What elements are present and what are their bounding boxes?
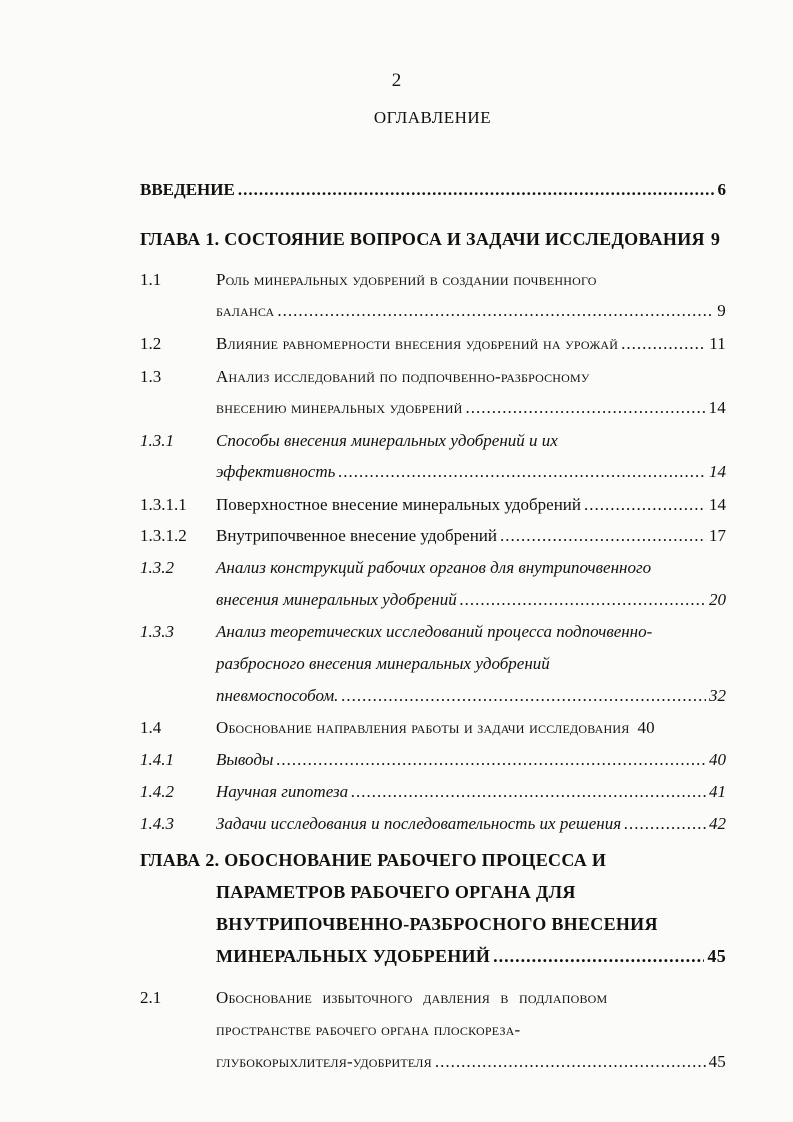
toc-entry-page: 6 <box>717 180 726 199</box>
toc-entry-title: Внутрипочвенное внесение удобрений <box>216 526 497 545</box>
toc-entry-title-cont: внесению минеральных удобрений <box>216 398 463 417</box>
toc-entry-1-3-2 <box>216 558 726 578</box>
leader-dots <box>276 750 706 770</box>
toc-entry-title: Анализ конструкций рабочих органов для внутрипочвенного <box>216 558 652 577</box>
leader-dots <box>238 180 715 200</box>
toc-entry-1-3-3 <box>216 622 726 642</box>
leader-dots <box>277 301 714 321</box>
toc-title: ОГЛАВЛЕНИЕ <box>373 108 492 127</box>
toc-entry-chapter-2 <box>140 850 726 871</box>
toc-entry-title: Научная гипотеза <box>216 782 349 801</box>
toc-entry-2-1-cont <box>216 1020 726 1040</box>
toc-entry-1-3-1 <box>216 431 726 451</box>
toc-entry-title: ГЛАВА 1. СОСТОЯНИЕ ВОПРОСА И ЗАДАЧИ ИССЛЕДОВАНИЯ <box>140 229 705 249</box>
toc-entry-page: 40 <box>709 750 726 769</box>
toc-entry-1-1 <box>216 270 726 290</box>
toc-entry-title-cont: ПАРАМЕТРОВ РАБОЧЕГО ОРГАНА ДЛЯ <box>216 882 576 902</box>
toc-section-number: 1.1 <box>140 270 162 289</box>
toc-section-number: 1.3 <box>140 367 162 386</box>
toc-entry-1-3-cont <box>216 398 726 418</box>
toc-entry-2-1 <box>216 988 726 1008</box>
toc-entry-page: 20 <box>709 590 726 609</box>
toc-entry-title: Задачи исследования и последовательность их решения <box>216 814 622 833</box>
leader-dots <box>466 398 706 418</box>
toc-entry-title-cont: пневмоспособом. <box>216 686 339 705</box>
toc-entry-title: Влияние равномерности внесения удобрений на урожай <box>216 334 619 353</box>
toc-entry-title-cont: разбросного внесения минеральных удобрений <box>216 654 550 673</box>
toc-entry-page: 14 <box>709 495 726 514</box>
toc-section-number: 1.4.3 <box>140 814 174 833</box>
toc-entry-title-cont: пространстве рабочего органа плоскореза- <box>216 1020 521 1039</box>
toc-entry-page: 9 <box>717 301 726 320</box>
leader-dots <box>460 590 706 610</box>
toc-entry-chapter-2-cont3 <box>216 946 726 967</box>
toc-entry-chapter-2-cont2 <box>216 914 726 935</box>
toc-entry-1-3-3-cont <box>216 654 726 674</box>
toc-entry-chapter-2-cont <box>216 882 726 903</box>
leader-dots <box>584 495 706 515</box>
toc-entry-1-1-cont <box>216 301 726 321</box>
toc-entry-page: 9 <box>710 229 721 249</box>
toc-entry-title: Роль минеральных удобрений в создании почвенного <box>216 270 597 289</box>
toc-entry-page: 14 <box>708 398 726 417</box>
leader-dots <box>341 686 706 706</box>
leader-dots <box>621 334 706 354</box>
toc-section-number: 1.3.3 <box>140 622 174 641</box>
toc-entry-page: 14 <box>709 462 726 481</box>
toc-section-number: 1.4.1 <box>140 750 174 769</box>
toc-section-number: 1.3.1.1 <box>140 495 187 514</box>
toc-entry-title: Обоснование избыточного давления в подлаповом <box>216 988 608 1007</box>
leader-dots <box>435 1052 706 1072</box>
toc-entry-page: 42 <box>709 814 726 833</box>
toc-entry-1-4-1 <box>216 750 726 770</box>
toc-entry-1-2 <box>216 334 726 354</box>
toc-entry-title: Способы внесения минеральных удобрений и их <box>216 431 558 450</box>
toc-section-number: 1.4 <box>140 718 162 737</box>
toc-section-number: 1.3.2 <box>140 558 174 577</box>
toc-entry-2-1-cont2 <box>216 1052 726 1072</box>
toc-entry-1-3-1-cont <box>216 462 726 482</box>
toc-section-number: 2.1 <box>140 988 162 1007</box>
toc-entry-title: Поверхностное внесение минеральных удобрений <box>216 495 581 514</box>
toc-entry-page: 45 <box>707 946 726 966</box>
toc-entry-1-3-1-1 <box>216 495 726 515</box>
toc-entry-page: 11 <box>709 334 726 353</box>
toc-entry-title: Анализ теоретических исследований процесса подпочвенно- <box>216 622 653 641</box>
toc-entry-1-4 <box>216 718 726 738</box>
toc-entry-title-cont: эффективность <box>216 462 336 481</box>
toc-entry-chapter-1 <box>140 229 726 250</box>
toc-entry-1-3-1-2 <box>216 526 726 546</box>
leader-dots <box>351 782 706 802</box>
toc-entry-title-cont: МИНЕРАЛЬНЫХ УДОБРЕНИЙ <box>216 946 491 966</box>
leader-dots <box>500 526 706 546</box>
toc-entry-title: Выводы <box>216 750 274 769</box>
leader-dots <box>338 462 706 482</box>
toc-entry-page: 45 <box>708 1052 726 1071</box>
toc-entry-page: 32 <box>709 686 726 705</box>
leader-dots <box>624 814 706 834</box>
toc-entry-title: Обоснование направления работы и задачи исследования <box>216 718 630 737</box>
toc-entry-intro <box>140 180 726 200</box>
toc-entry-title-cont: баланса <box>216 301 275 320</box>
toc-entry-1-3-2-cont <box>216 590 726 610</box>
toc-section-number: 1.3.1 <box>140 431 174 450</box>
toc-section-number: 1.4.2 <box>140 782 174 801</box>
toc-entry-title-cont: глубокорыхлителя-удобрителя <box>216 1052 432 1071</box>
toc-entry-1-4-3 <box>216 814 726 834</box>
toc-entry-title-cont: внесения минеральных удобрений <box>216 590 457 609</box>
toc-entry-title: ВВЕДЕНИЕ <box>140 180 235 199</box>
page-number: 2 <box>391 70 402 91</box>
toc-entry-page: 17 <box>709 526 726 545</box>
toc-entry-1-3-3-cont2 <box>216 686 726 706</box>
toc-entry-title-cont: ВНУТРИПОЧВЕННО-РАЗБРОСНОГО ВНЕСЕНИЯ <box>216 914 658 934</box>
toc-entry-1-4-2 <box>216 782 726 802</box>
toc-section-number: 1.2 <box>140 334 162 353</box>
toc-entry-page: 40 <box>637 718 655 737</box>
toc-entry-1-3 <box>216 367 726 387</box>
toc-section-number: 1.3.1.2 <box>140 526 187 545</box>
toc-entry-title: ГЛАВА 2. ОБОСНОВАНИЕ РАБОЧЕГО ПРОЦЕССА И <box>140 850 607 870</box>
leader-dots <box>493 946 704 967</box>
toc-entry-title: Анализ исследований по подпочвенно-разбросному <box>216 367 590 386</box>
toc-entry-page: 41 <box>709 782 726 801</box>
